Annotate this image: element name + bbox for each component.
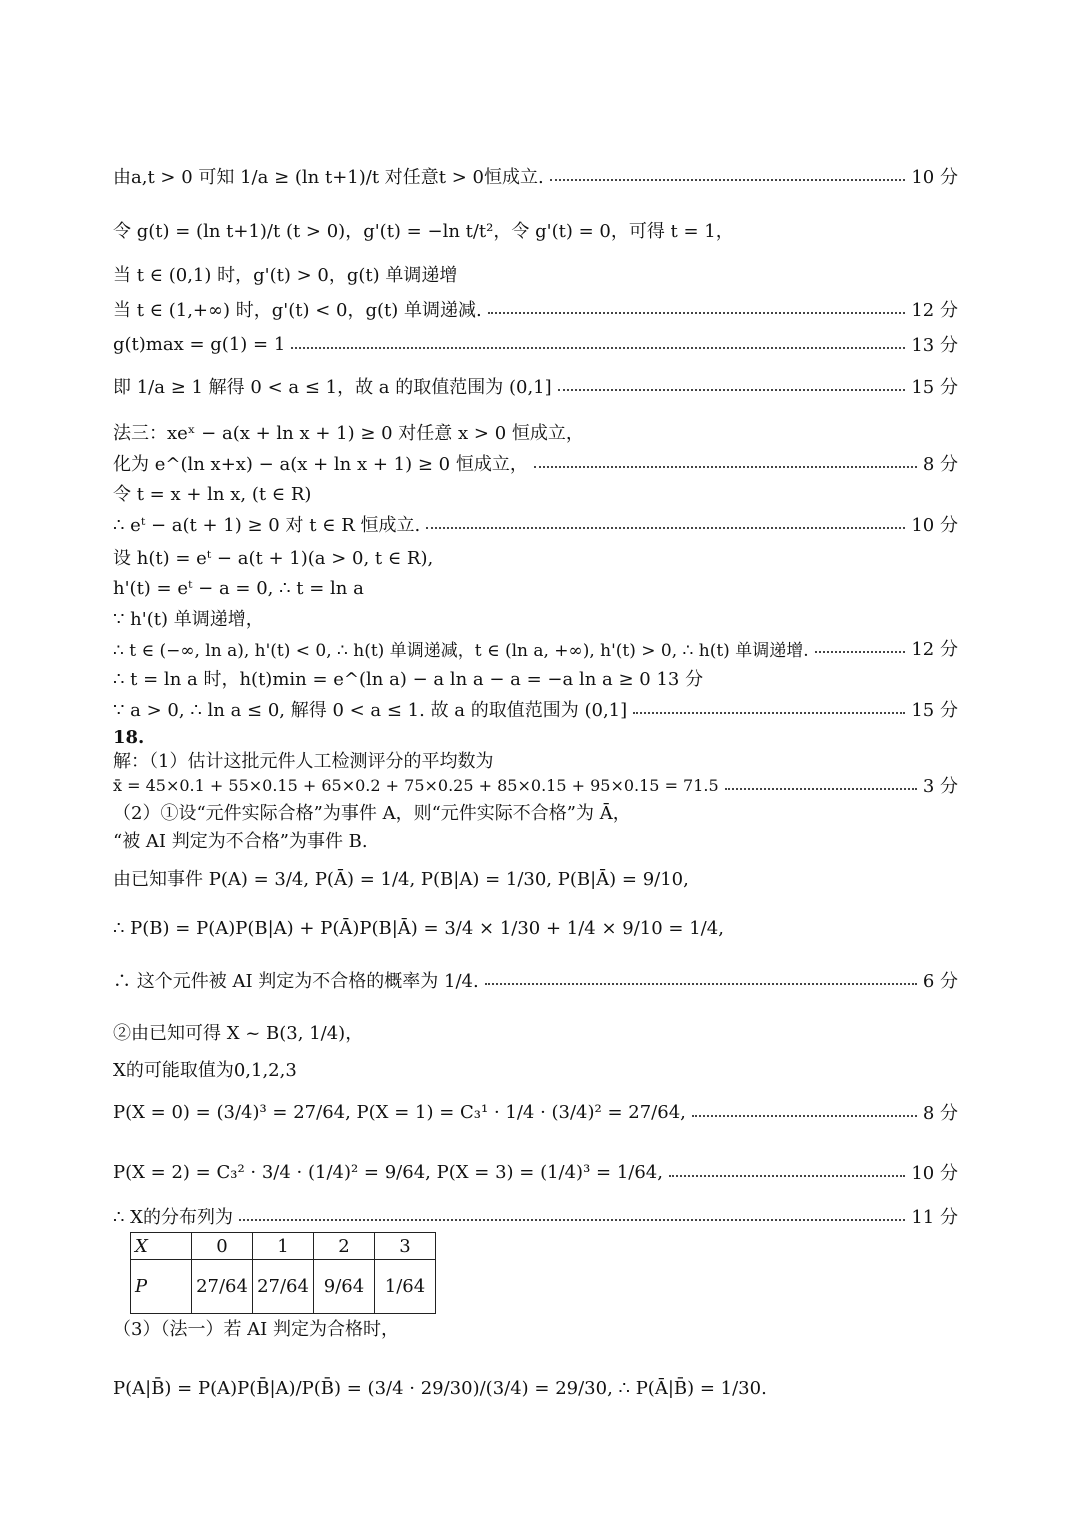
table-header-p: P [131, 1260, 192, 1314]
line-24: ∴ 这个元件被 AI 判定为不合格的概率为 1/4. 6 分 [113, 960, 958, 1000]
score-label: 13 分 [911, 335, 958, 356]
line-2: 令 g(t) = (ln t+1)/t (t > 0)，g'(t) = −ln t/t²，令 g'(t) = 0，可得 t = 1， [113, 221, 734, 242]
leader-dots [725, 788, 917, 790]
line-7: 法三：xeˣ − a(x + ln x + 1) ≥ 0 对任意 x > 0 恒成立， [113, 423, 584, 444]
line-29: ∴ X的分布列为 11 分 [113, 1202, 958, 1230]
p-value: 27/64 [192, 1260, 253, 1314]
line-27: P(X = 0) = (3/4)³ = 27/64, P(X = 1) = C₃¹ · 1/4 · (3/4)² = 27/64, 8 分 [113, 1092, 958, 1132]
line-4: 当 t ∈ (1,+∞) 时，g'(t) < 0，g(t) 单调递减. 12 分 [113, 295, 958, 323]
p-value: 27/64 [253, 1260, 314, 1314]
x-value: 0 [192, 1233, 253, 1260]
leader-dots [239, 1219, 905, 1221]
line-1: 由a,t > 0 可知 1/a ≥ (ln t+1)/t 对任意t > 0恒成立. 10 分 [113, 158, 958, 194]
line-25: ②由已知可得 X ~ B(3, 1/4)， [113, 1023, 364, 1044]
score-label: 8 分 [922, 1103, 958, 1124]
line-21: “被 AI 判定为不合格”为事件 B. [113, 831, 368, 852]
score-label: 8 分 [922, 454, 958, 475]
line-10: ∴ eᵗ − a(t + 1) ≥ 0 对 t ∈ R 恒成立. 10 分 [113, 510, 958, 538]
line-13: ∵ h'(t) 单调递增， [113, 609, 264, 630]
line-22: 由已知事件 P(A) = 3/4, P(Ā) = 1/4, P(B|A) = 1/30, P(B|Ā) = 9/10, [113, 869, 689, 890]
line-9: 令 t = x + ln x, (t ∈ R) [113, 484, 312, 505]
line-30: （3）（法一）若 AI 判定为合格时， [113, 1319, 400, 1340]
score-label: 10 分 [911, 1163, 958, 1184]
line-15: ∴ t = ln a 时，h(t)min = e^(ln a) − a ln a − a = −a ln a ≥ 0 13 分 [113, 669, 704, 690]
leader-dots [485, 983, 917, 985]
score-label: 10 分 [911, 515, 958, 536]
p-value: 9/64 [314, 1260, 375, 1314]
leader-dots [669, 1175, 905, 1177]
leader-dots [534, 466, 917, 468]
x-value: 1 [253, 1233, 314, 1260]
line-20: （2）①设“元件实际合格”为事件 A，则“元件实际不合格”为 Ā， [113, 803, 631, 824]
leader-dots [633, 712, 905, 714]
score-label: 11 分 [911, 1207, 958, 1228]
line-28: P(X = 2) = C₃² · 3/4 · (1/4)² = 9/64, P(X = 3) = (1/4)³ = 1/64, 10 分 [113, 1152, 958, 1192]
score-label: 3 分 [922, 776, 958, 797]
leader-dots [291, 347, 905, 349]
line-6: 即 1/a ≥ 1 解得 0 < a ≤ 1，故 a 的取值范围为 (0,1] 15 分 [113, 368, 958, 404]
line-11: 设 h(t) = eᵗ − a(t + 1)(a > 0, t ∈ R), [113, 548, 434, 569]
line-12: h'(t) = eᵗ − a = 0, ∴ t = ln a [113, 577, 364, 599]
line-3: 当 t ∈ (0,1) 时，g'(t) > 0，g(t) 单调递增 [113, 265, 458, 286]
score-label: 6 分 [922, 971, 958, 992]
line-8: 化为 e^(ln x+x) − a(x + ln x + 1) ≥ 0 恒成立， 8 分 [113, 449, 958, 477]
line-14: ∴ t ∈ (−∞, ln a), h'(t) < 0, ∴ h(t) 单调递减，t ∈ (ln a, +∞), h'(t) > 0, ∴ h(t) 单调递增. 12 分 [113, 634, 958, 662]
score-label: 12 分 [911, 300, 958, 321]
line-26: X的可能取值为0,1,2,3 [113, 1060, 297, 1081]
line-5: g(t)max = g(1) = 1 13 分 [113, 330, 958, 358]
line-19: x̄ = 45×0.1 + 55×0.15 + 65×0.2 + 75×0.25 + 85×0.15 + 95×0.15 = 71.5 3 分 [113, 771, 958, 799]
table-header-x: X [131, 1233, 192, 1260]
leader-dots [550, 179, 906, 181]
leader-dots [692, 1115, 917, 1117]
x-value: 2 [314, 1233, 375, 1260]
leader-dots [815, 651, 906, 653]
leader-dots [558, 389, 906, 391]
line-18: 解：（1）估计这批元件人工检测评分的平均数为 [113, 751, 494, 772]
distribution-table [130, 1232, 436, 1314]
leader-dots [426, 527, 905, 529]
table-row [131, 1260, 436, 1314]
line-31: P(A|B̄) = P(A)P(B̄|A)/P(B̄) = (3/4 · 29/30)/(3/4) = 29/30, ∴ P(Ā|B̄) = 1/30. [113, 1377, 767, 1399]
p-value: 1/64 [375, 1260, 436, 1314]
score-label: 12 分 [911, 639, 958, 660]
line-23: ∴ P(B) = P(A)P(B|A) + P(Ā)P(B|Ā) = 3/4 × 1/30 + 1/4 × 9/10 = 1/4, [113, 917, 724, 939]
leader-dots [488, 312, 906, 314]
question-number: 18. [113, 726, 145, 748]
x-value: 3 [375, 1233, 436, 1260]
line-16: ∵ a > 0, ∴ ln a ≤ 0, 解得 0 < a ≤ 1. 故 a 的取值范围为 (0,1] 15 分 [113, 695, 958, 723]
score-label: 15 分 [911, 700, 958, 721]
score-label: 15 分 [911, 377, 958, 398]
table-row [131, 1233, 436, 1260]
score-label: 10 分 [911, 167, 958, 188]
